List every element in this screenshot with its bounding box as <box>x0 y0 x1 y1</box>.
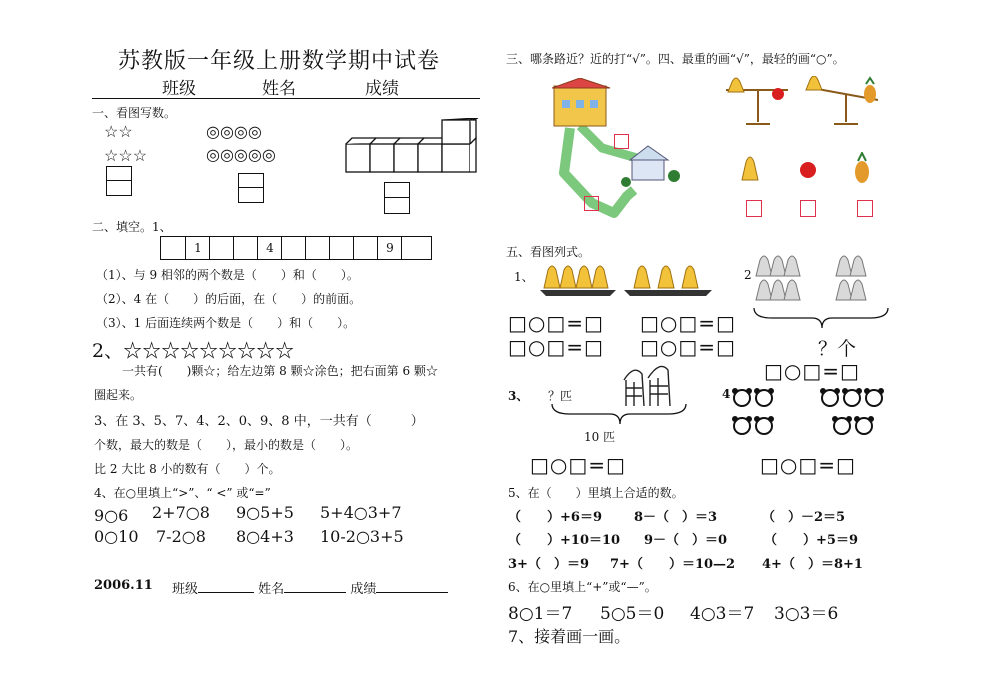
q2b-line-2: 圈起来。 <box>94 388 143 402</box>
q4-title: 4、在○里填上“>”、“ <” 或“=” <box>94 486 271 500</box>
p3-equation[interactable]: □○□=□ <box>530 453 626 477</box>
page-title: 苏教版一年级上册数学期中试卷 <box>118 49 441 74</box>
footer-name-blank[interactable] <box>284 578 346 593</box>
q1-answer-box-2[interactable] <box>238 173 264 203</box>
q2-sentence-3: （3）、1 后面连续两个数是（ ）和（ ）。 <box>96 316 356 330</box>
q5b-r2-c3: （ ）+5＝9 <box>764 533 858 548</box>
q4-row1-item3: 9○5+5 <box>236 503 294 522</box>
q5-title: 五、看图列式。 <box>506 245 591 259</box>
header-score-label: 成绩 <box>365 79 399 99</box>
p3-question: ？匹 <box>548 389 573 403</box>
number-cell-1: 1 <box>185 237 210 259</box>
q6-item-4: 3○3＝6 <box>774 604 839 624</box>
fruit-mark-box-pear[interactable] <box>746 200 762 217</box>
footer-date: 2006.11 <box>94 578 153 593</box>
fruit-mark-box-apple[interactable] <box>800 200 816 217</box>
q6-title: 6、在○里填上“+”或“—”。 <box>508 580 657 594</box>
q1-stars-row1: ☆☆ <box>104 122 133 141</box>
q5b-r2-c1: （ ）+10＝10 <box>508 533 621 548</box>
footer-class-label: 班级 <box>172 582 199 597</box>
q3-line-1: 3、在 3、5、7、4、2、0、9、8 中，一共有（ ） <box>94 414 424 429</box>
q6-item-3: 4○3＝7 <box>690 604 755 624</box>
q4-row2-item3: 8○4+3 <box>236 527 294 546</box>
header-name-label: 姓名 <box>262 79 296 99</box>
q3-line-2: 个数，最大的数是（ ），最小的数是（ ）。 <box>94 438 359 452</box>
q6-item-1: 8○1＝7 <box>508 604 573 624</box>
q4-row2-item2: 7-2○8 <box>156 527 206 546</box>
q4-row1-item4: 5+4○3+7 <box>320 503 402 522</box>
fruit-mark-box-pineapple[interactable] <box>857 200 873 217</box>
q1-answer-box-3[interactable] <box>384 182 410 214</box>
footer-name-label: 姓名 <box>258 582 285 597</box>
q4-row1-item2: 2+7○8 <box>152 503 210 522</box>
number-cell-4: 4 <box>257 237 282 259</box>
q5b-r1-c3: （ ）－2＝5 <box>762 510 846 525</box>
p3-label: 3、 <box>508 389 529 403</box>
q5b-title: 5、在（ ）里填上合适的数。 <box>508 486 684 500</box>
pear-plates-picture <box>538 262 718 298</box>
q1-title: 一、看图写数。 <box>92 106 177 120</box>
q1-circles-row1: ◎◎◎◎ <box>206 122 262 141</box>
total-brace <box>752 306 892 332</box>
footer-class-blank[interactable] <box>198 578 254 593</box>
p4-label: 4 <box>722 387 731 401</box>
q5b-r1-c2: 8－（ ）＝3 <box>634 510 718 525</box>
q2-title: 二、填空。1、 <box>92 220 172 234</box>
p1-label: 1、 <box>514 270 534 284</box>
q2-sentence-2: （2）、4 在（ ）的后面，在（ ）的前面。 <box>96 292 362 306</box>
q2b-heading: 2、☆☆☆☆☆☆☆☆☆ <box>92 340 295 362</box>
p4-equation[interactable]: □○□=□ <box>760 453 856 477</box>
panda-groups-picture <box>730 386 890 442</box>
p1-equation-4[interactable]: □○□=□ <box>640 335 736 359</box>
p1-equation-1[interactable]: □○□=□ <box>508 311 604 335</box>
header-divider <box>92 98 480 99</box>
q2-sentence-1: （1）、与 9 相邻的两个数是（ ）和（ ）。 <box>96 268 359 282</box>
route-check-box-2[interactable] <box>584 196 599 211</box>
q5b-r3-c3: 4+（ ）＝8+1 <box>762 557 863 572</box>
q6-item-2: 5○5＝0 <box>600 604 665 624</box>
q5b-r1-c1: （ ）+6＝9 <box>508 510 602 525</box>
q4-row2-item4: 10-2○3+5 <box>320 527 404 546</box>
p1-equation-3[interactable]: □○□=□ <box>640 311 736 335</box>
fruit-row-picture <box>740 152 880 186</box>
q4-row2-item1: 0○10 <box>94 527 139 546</box>
bag-groups-picture <box>752 254 882 306</box>
p2-label: 2 <box>744 268 752 282</box>
q1-answer-box-1[interactable] <box>106 166 132 196</box>
footer-score-label: 成绩 <box>350 582 377 597</box>
q5b-r3-c2: 7+（ ）＝10—2 <box>610 557 736 572</box>
p3-total: 10 匹 <box>584 430 616 444</box>
q7-title: 7、接着画一画。 <box>508 627 631 646</box>
p1-equation-2[interactable]: □○□=□ <box>508 335 604 359</box>
q5b-r3-c1: 3+（ ）＝9 <box>508 557 589 572</box>
q5b-r2-c2: 9－（ ）＝0 <box>644 533 728 548</box>
p2-question-qty: ？个 <box>818 338 857 360</box>
q2b-line-1: 一共有( )颗☆；给左边第 8 颗☆涂色；把右面第 6 颗☆ <box>122 364 438 378</box>
p2-equation[interactable]: □○□=□ <box>764 359 860 383</box>
number-cell-9: 9 <box>377 237 402 259</box>
route-check-box-1[interactable] <box>614 134 629 149</box>
footer-score-blank[interactable] <box>376 578 448 593</box>
balance-scales-picture <box>718 76 884 132</box>
footer-fields <box>172 578 448 597</box>
q3-line-3: 比 2 大比 8 小的数有（ ）个。 <box>94 462 281 476</box>
q1-stars-row2: ☆☆☆ <box>104 146 148 165</box>
q1-circles-row2: ◎◎◎◎◎ <box>206 145 276 164</box>
q34-title: 三、哪条路近？近的打“√”。四、最重的画“√”，最轻的画“○”。 <box>506 52 845 66</box>
q4-row1-item1: 9○6 <box>94 506 129 525</box>
header-class-label: 班级 <box>162 79 196 99</box>
number-line-grid <box>160 236 432 260</box>
zebra-total-brace <box>550 402 690 428</box>
cubes-figure <box>344 118 480 176</box>
